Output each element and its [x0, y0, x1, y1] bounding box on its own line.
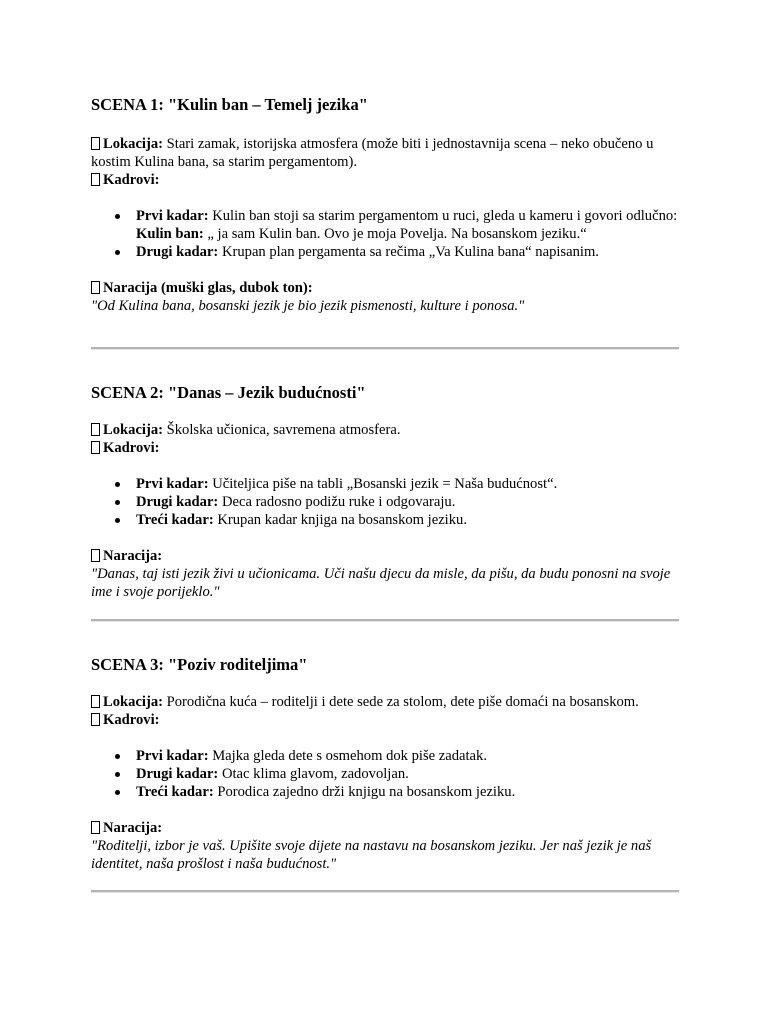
shot-item — [136, 243, 679, 261]
shot-label: Prvi kadar: — [136, 208, 209, 224]
missing-glyph-icon — [91, 821, 100, 834]
narration-line — [91, 279, 679, 297]
narration-label: Naracija: — [103, 820, 163, 836]
location-text: Porodična kuća – roditelji i dete sede za stolom, dete piše domaći na bosanskom. — [163, 694, 639, 710]
location-label: Lokacija: — [103, 422, 163, 438]
narration — [91, 279, 679, 315]
location-text: Školska učionica, savremena atmosfera. — [163, 422, 401, 438]
shot-item — [136, 747, 679, 765]
shot-text: Krupan kadar knjiga na bosanskom jeziku. — [213, 512, 467, 528]
shot-item — [136, 765, 679, 783]
shot-text: Krupan plan pergamenta sa rečima „Va Kulina bana“ napisanim. — [218, 244, 599, 260]
scene-title: SCENA 1: "Kulin ban – Temelj jezika" — [91, 95, 368, 114]
location-line — [91, 135, 679, 171]
location-text: Stari zamak, istorijska atmosfera (može biti i jednostavnija scena – neko obučeno u kostim Kulina bana, sa starim pergamentom). — [91, 136, 654, 170]
missing-glyph-icon — [91, 173, 100, 186]
shots-line — [91, 711, 679, 729]
shot-text: Porodica zajedno drži knjigu na bosanskom jeziku. — [213, 784, 516, 800]
narration-label: Naracija: — [103, 548, 163, 564]
speaker-label: Kulin ban: — [136, 226, 204, 242]
shot-label: Prvi kadar: — [136, 748, 209, 764]
shot-label: Drugi kadar: — [136, 244, 219, 260]
missing-glyph-icon — [91, 423, 100, 436]
section-divider — [91, 619, 679, 622]
shot-item — [136, 475, 679, 493]
shot-list — [91, 747, 679, 801]
shot-label: Prvi kadar: — [136, 476, 209, 492]
scene-1 — [91, 95, 679, 315]
shot-label: Treći kadar: — [136, 784, 214, 800]
shots-label: Kadrovi: — [103, 172, 160, 188]
narration — [91, 547, 679, 601]
shot-item — [136, 783, 679, 801]
shot-text: Deca radosno podižu ruke i odgovaraju. — [218, 494, 456, 510]
scene-title: SCENA 3: "Poziv roditeljima" — [91, 655, 308, 674]
scene-3 — [91, 655, 679, 873]
shots-line — [91, 439, 679, 457]
shots-line — [91, 171, 679, 189]
narration-text: "Danas, taj isti jezik živi u učionicama. Uči našu djecu da misle, da pišu, da budu ponosni na svoje ime i svoje porijeklo." — [91, 566, 671, 600]
scene-meta — [91, 693, 679, 729]
narration-text: "Roditelji, izbor je vaš. Upišite svoje dijete na nastavu na bosanskom jeziku. Jer naš jezik je naš identitet, naša prošlost i naša budućnost." — [91, 838, 652, 872]
missing-glyph-icon — [91, 713, 100, 726]
missing-glyph-icon — [91, 441, 100, 454]
shot-list — [91, 207, 679, 261]
missing-glyph-icon — [91, 137, 100, 150]
shot-list — [91, 475, 679, 529]
speaker-line: „ ja sam Kulin ban. Ovo je moja Povelja. Na bosanskom jeziku.“ — [203, 226, 587, 242]
section-divider — [91, 347, 679, 350]
shots-label: Kadrovi: — [103, 712, 160, 728]
scene-meta — [91, 135, 679, 189]
section-divider — [91, 890, 679, 893]
narration — [91, 819, 679, 873]
location-label: Lokacija: — [103, 136, 163, 152]
shot-label: Drugi kadar: — [136, 494, 219, 510]
shots-label: Kadrovi: — [103, 440, 160, 456]
narration-label: Naracija (muški glas, dubok ton): — [103, 280, 313, 296]
shot-label: Drugi kadar: — [136, 766, 219, 782]
shot-item — [136, 207, 679, 243]
shot-item — [136, 493, 679, 511]
shot-label: Treći kadar: — [136, 512, 214, 528]
shot-item — [136, 511, 679, 529]
shot-text: Otac klima glavom, zadovoljan. — [218, 766, 409, 782]
narration-line — [91, 547, 679, 565]
location-line — [91, 421, 679, 439]
shot-text: Kulin ban stoji sa starim pergamentom u ruci, gleda u kameru i govori odlučno: — [208, 208, 678, 224]
scene-title: SCENA 2: "Danas – Jezik budućnosti" — [91, 383, 366, 402]
narration-line — [91, 819, 679, 837]
location-label: Lokacija: — [103, 694, 163, 710]
missing-glyph-icon — [91, 695, 100, 708]
scene-2 — [91, 383, 679, 601]
location-line — [91, 693, 679, 711]
shot-text: Majka gleda dete s osmehom dok piše zadatak. — [208, 748, 487, 764]
shot-text: Učiteljica piše na tabli „Bosanski jezik = Naša budućnost“. — [208, 476, 558, 492]
narration-text: "Od Kulina bana, bosanski jezik je bio jezik pismenosti, kulture i ponosa." — [91, 298, 525, 314]
missing-glyph-icon — [91, 281, 100, 294]
scene-meta — [91, 421, 679, 457]
missing-glyph-icon — [91, 549, 100, 562]
